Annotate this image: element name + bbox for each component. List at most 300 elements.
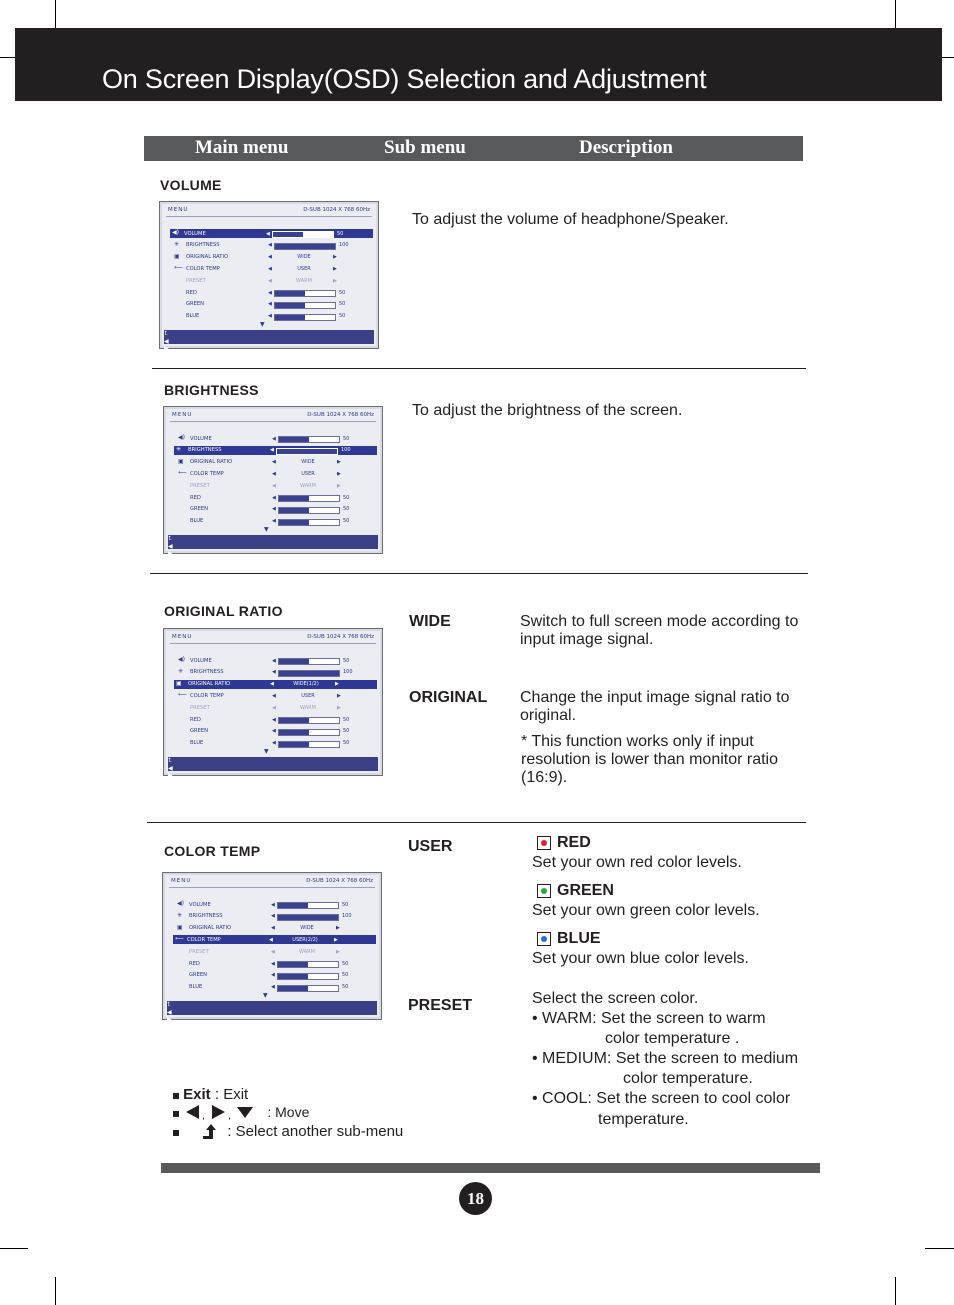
- brightness-description: To adjust the brightness of the screen.: [412, 402, 683, 419]
- osd-row: [172, 241, 372, 250]
- osd-item-icon: [174, 289, 180, 295]
- section-title-original-ratio: ORIGINAL RATIO: [164, 603, 283, 619]
- original-note: * This function works only if input resolution is lower than monitor ratio (16:9).: [521, 733, 779, 786]
- osd-item-icon: ✳: [178, 667, 184, 675]
- osd-item-label: GREEN: [190, 506, 209, 513]
- osd-level-fill: [277, 449, 337, 454]
- osd-value: 50: [343, 506, 350, 513]
- osd-row: [176, 517, 376, 526]
- osd-header-rule: [166, 216, 372, 217]
- legend-select: [173, 1122, 403, 1140]
- osd-right-arrow-icon: ▶: [337, 470, 341, 477]
- column-header-bar: [144, 136, 803, 161]
- osd-level-bar: [278, 495, 340, 502]
- legend-exit-text: : Exit: [214, 1086, 249, 1103]
- osd-left-arrow-icon: ◀: [272, 692, 276, 699]
- green-swatch-icon: [537, 884, 551, 898]
- osd-row: [175, 959, 375, 968]
- crop-mark: [55, 1277, 56, 1305]
- osd-value: 50: [342, 984, 349, 991]
- osd-value: 50: [343, 494, 350, 501]
- osd-item-icon: ✳: [176, 445, 182, 453]
- osd-value: 50: [343, 657, 350, 664]
- osd-value: 50: [342, 960, 349, 967]
- osd-item-icon: [178, 716, 184, 722]
- osd-left-arrow-icon: ◀: [268, 289, 272, 296]
- osd-item-label: RED: [190, 494, 201, 501]
- osd-item-icon: [177, 960, 183, 966]
- osd-item-icon: ▣: [174, 252, 180, 260]
- osd-level-fill: [279, 437, 309, 442]
- osd-level-fill: [279, 659, 309, 664]
- osd-level-bar: [278, 436, 340, 443]
- osd-left-icon: ◀: [168, 765, 173, 772]
- osd-left-arrow-icon: ◀: [272, 716, 276, 723]
- osd-level-bar: [277, 973, 339, 980]
- osd-resolution: D-SUB 1024 X 768 60Hz: [303, 207, 370, 213]
- osd-item-label: ORIGINAL RATIO: [189, 925, 232, 932]
- osd-right-icon: ▶: [164, 345, 169, 352]
- osd-level-fill: [278, 915, 338, 920]
- osd-level-fill: [279, 508, 309, 513]
- osd-row: [176, 505, 376, 514]
- osd-item-icon: ◀): [172, 229, 179, 236]
- osd-footer: [164, 330, 374, 366]
- osd-value: 100: [343, 669, 353, 676]
- osd-item-icon: ⟵: [174, 264, 183, 272]
- osd-menu-label: MENU: [171, 878, 192, 884]
- osd-level-bar: [277, 961, 339, 968]
- osd-item-label: BLUE: [189, 984, 203, 991]
- osd-level-bar: [278, 519, 340, 526]
- osd-level-fill: [278, 986, 308, 991]
- osd-left-arrow-icon: ◀: [272, 435, 276, 442]
- osd-right-arrow-icon: ▶: [335, 681, 339, 688]
- osd-footer: [168, 757, 378, 793]
- osd-row: [175, 947, 375, 956]
- osd-left-arrow-icon: ◀: [271, 984, 275, 991]
- osd-value: 50: [343, 716, 350, 723]
- osd-scroll-down-icon: ▼: [264, 526, 269, 533]
- crop-mark: [55, 0, 56, 28]
- section-title-color-temp: COLOR TEMP: [164, 843, 261, 859]
- osd-left-arrow-icon: ◀: [271, 913, 275, 920]
- crop-mark: [895, 1277, 896, 1305]
- osd-left-arrow-icon: ◀: [271, 901, 275, 908]
- osd-option: WIDE: [297, 254, 311, 261]
- page-number: 18: [459, 1182, 492, 1215]
- osd-item-icon: [178, 506, 184, 512]
- osd-value: 50: [343, 728, 350, 735]
- osd-row: [176, 668, 376, 677]
- osd-item-label: BLUE: [190, 740, 204, 747]
- osd-level-bar: [277, 985, 339, 992]
- osd-level-fill: [278, 974, 308, 979]
- osd-item-label: BRIGHTNESS: [186, 242, 220, 249]
- osd-level-fill: [275, 315, 305, 320]
- osd-level-bar: [278, 741, 340, 748]
- osd-level-bar: [274, 290, 336, 297]
- osd-return-icon: ⮤: [168, 757, 172, 764]
- osd-level-bar: [278, 507, 340, 514]
- osd-row: [176, 656, 376, 665]
- osd-screen-color-temp: [162, 872, 382, 1037]
- osd-left-arrow-icon: ◀: [272, 459, 276, 466]
- osd-item-label: BRIGHTNESS: [190, 669, 224, 676]
- osd-left-arrow-icon: ◀: [272, 704, 276, 711]
- red-swatch-icon: [537, 836, 551, 850]
- osd-row: [176, 691, 376, 700]
- osd-row: [175, 971, 375, 980]
- bullet-square: [173, 1130, 179, 1136]
- osd-left-arrow-icon: ◀: [268, 277, 272, 284]
- bullet-square: [173, 1111, 179, 1117]
- osd-item-label: PRESET: [189, 948, 209, 955]
- osd-option: USER: [301, 470, 315, 477]
- osd-option: WARM: [300, 704, 316, 711]
- section-divider: [152, 368, 806, 369]
- osd-left-arrow-icon: ◀: [270, 447, 274, 454]
- osd-left-arrow-icon: ◀: [272, 518, 276, 525]
- osd-exit-label: EXIT: [168, 564, 182, 571]
- osd-item-label: BLUE: [190, 518, 204, 525]
- osd-left-arrow-icon: ◀: [270, 681, 274, 688]
- osd-left-arrow-icon: ◀: [272, 657, 276, 664]
- legend-move-text: : Move: [267, 1104, 310, 1120]
- osd-row: [172, 253, 372, 262]
- osd-level-fill: [279, 730, 309, 735]
- osd-header-rule: [169, 887, 375, 888]
- bullet-square: [173, 1093, 179, 1099]
- osd-header-rule: [170, 643, 376, 644]
- wide-description: Switch to full screen mode according to input image signal.: [520, 613, 799, 648]
- osd-item-icon: ▣: [176, 679, 182, 687]
- legend-move: [173, 1104, 309, 1121]
- osd-left-arrow-icon: ◀: [268, 313, 272, 320]
- osd-resolution: D-SUB 1024 X 768 60Hz: [307, 634, 374, 640]
- osd-right-arrow-icon: ▶: [336, 948, 340, 955]
- osd-level-bar: [278, 658, 340, 665]
- col-main-menu: Main menu: [195, 137, 289, 158]
- osd-right-arrow-icon: ▶: [333, 277, 337, 284]
- osd-level-fill: [275, 303, 305, 308]
- osd-left-arrow-icon: ◀: [271, 972, 275, 979]
- osd-menu-label: MENU: [172, 634, 193, 640]
- blue-dot: [541, 936, 547, 942]
- sub-label-user: USER: [408, 838, 453, 855]
- osd-item-label: VOLUME: [190, 435, 212, 442]
- osd-item-label: GREEN: [190, 728, 209, 735]
- page-title: On Screen Display(OSD) Selection and Adjustment: [102, 64, 707, 94]
- osd-left-arrow-icon: ◀: [269, 936, 273, 943]
- osd-row: [176, 493, 376, 502]
- sub-label-preset: PRESET: [408, 997, 473, 1014]
- osd-resolution: D-SUB 1024 X 768 60Hz: [307, 412, 374, 418]
- osd-left-icon: ◀: [168, 543, 173, 550]
- osd-item-label: COLOR TEMP: [190, 692, 224, 699]
- section-divider: [147, 822, 806, 823]
- osd-exit-label: EXIT: [168, 786, 182, 793]
- osd-value: 50: [339, 301, 346, 308]
- preset-intro: Select the screen color.: [532, 990, 699, 1007]
- osd-scroll-down-icon: ▼: [260, 321, 265, 328]
- osd-item-label: ORIGINAL RATIO: [188, 681, 231, 688]
- osd-value: 50: [337, 230, 344, 237]
- osd-item-icon: [178, 494, 184, 500]
- osd-right-arrow-icon: ▶: [336, 925, 340, 932]
- osd-item-label: COLOR TEMP: [186, 265, 220, 272]
- section-title-brightness: BRIGHTNESS: [164, 382, 259, 398]
- osd-row: [176, 458, 376, 467]
- osd-row: [170, 229, 373, 238]
- osd-item-icon: [178, 728, 184, 734]
- osd-item-icon: ◀): [178, 434, 185, 441]
- user-green-text: Set your own green color levels.: [532, 902, 760, 919]
- osd-item-icon: ⟵: [175, 935, 184, 943]
- osd-item-icon: ⟵: [178, 469, 187, 477]
- osd-left-arrow-icon: ◀: [272, 669, 276, 676]
- osd-level-bar: [274, 314, 336, 321]
- osd-level-fill: [275, 291, 305, 296]
- osd-right-arrow-icon: ▶: [333, 254, 337, 261]
- user-blue-text: Set your own blue color levels.: [532, 950, 749, 967]
- osd-return-icon: ⮤: [168, 535, 172, 542]
- osd-left-arrow-icon: ◀: [271, 925, 275, 932]
- osd-option: WIDE: [301, 459, 315, 466]
- preset-warm-line1: • WARM: Set the screen to warm: [532, 1010, 766, 1027]
- osd-item-label: RED: [190, 716, 201, 723]
- osd-item-icon: [177, 972, 183, 978]
- osd-item-label: PRESET: [190, 482, 210, 489]
- osd-scroll-down-icon: ▼: [264, 748, 269, 755]
- legend-select-text: : Select another sub-menu: [227, 1123, 404, 1140]
- osd-header-rule: [170, 421, 376, 422]
- osd-level-fill: [279, 496, 309, 501]
- osd-row: [175, 983, 375, 992]
- osd-right-arrow-icon: ▶: [333, 265, 337, 272]
- osd-level-fill: [279, 742, 309, 747]
- osd-left-arrow-icon: ◀: [271, 948, 275, 955]
- osd-item-icon: ▣: [178, 457, 184, 465]
- osd-item-label: COLOR TEMP: [190, 470, 224, 477]
- volume-description: To adjust the volume of headphone/Speaker.: [412, 211, 729, 228]
- osd-row: [176, 469, 376, 478]
- osd-level-bar: [274, 302, 336, 309]
- osd-left-arrow-icon: ◀: [266, 230, 270, 237]
- osd-right-icon: ▶: [168, 772, 173, 779]
- osd-row: [176, 434, 376, 443]
- osd-item-icon: ✳: [174, 240, 180, 248]
- osd-right-arrow-icon: ▶: [337, 704, 341, 711]
- osd-value: 50: [343, 518, 350, 525]
- section-divider: [150, 573, 808, 574]
- osd-return-icon: ⮤: [164, 330, 168, 337]
- osd-level-bar: [278, 729, 340, 736]
- red-dot: [541, 840, 547, 846]
- osd-level-fill: [279, 671, 339, 676]
- osd-item-label: RED: [186, 289, 197, 296]
- osd-item-icon: ▣: [177, 923, 183, 931]
- osd-screen-original-ratio: [163, 628, 383, 793]
- osd-left-arrow-icon: ◀: [272, 740, 276, 747]
- osd-return-icon: ⮤: [167, 1001, 171, 1008]
- osd-value: 50: [339, 289, 346, 296]
- osd-option: WIDE: [300, 925, 314, 932]
- crop-mark: [942, 57, 954, 58]
- user-red-text: Set your own red color levels.: [532, 854, 742, 871]
- osd-item-icon: ◀): [177, 900, 184, 907]
- osd-resolution: D-SUB 1024 X 768 60Hz: [306, 878, 373, 884]
- user-blue-label: BLUE: [557, 930, 601, 947]
- osd-item-label: BRIGHTNESS: [189, 913, 223, 920]
- osd-level-fill: [278, 903, 308, 908]
- osd-row: [176, 715, 376, 724]
- osd-value: 50: [339, 313, 346, 320]
- osd-level-fill: [275, 244, 335, 249]
- osd-value: 50: [342, 972, 349, 979]
- osd-option: USER: [301, 692, 315, 699]
- user-green-label: GREEN: [557, 882, 614, 899]
- osd-item-icon: [178, 482, 184, 488]
- osd-row: [175, 912, 375, 921]
- osd-row: [176, 481, 376, 490]
- osd-left-arrow-icon: ◀: [272, 482, 276, 489]
- osd-left-arrow-icon: ◀: [268, 301, 272, 308]
- osd-left-arrow-icon: ◀: [268, 265, 272, 272]
- osd-screen-volume: [159, 201, 379, 366]
- preset-warm-line2: color temperature .: [605, 1030, 740, 1047]
- osd-left-arrow-icon: ◀: [272, 506, 276, 513]
- osd-left-arrow-icon: ◀: [268, 254, 272, 261]
- preset-medium-line1: • MEDIUM: Set the screen to medium: [532, 1050, 799, 1067]
- osd-item-icon: ◀): [178, 656, 185, 663]
- preset-cool-line2: temperature.: [598, 1111, 689, 1128]
- osd-item-label: VOLUME: [184, 230, 206, 237]
- svg-text:,: ,: [202, 1110, 206, 1120]
- osd-right-arrow-icon: ▶: [337, 459, 341, 466]
- crop-mark: [0, 57, 15, 58]
- osd-right-icon: ▶: [167, 1016, 172, 1023]
- osd-item-label: GREEN: [186, 301, 205, 308]
- osd-row: [176, 739, 376, 748]
- osd-item-icon: [174, 277, 180, 283]
- osd-item-icon: [177, 984, 183, 990]
- crop-mark: [925, 1248, 954, 1249]
- osd-level-bar: [276, 448, 338, 455]
- osd-value: 100: [341, 447, 351, 454]
- osd-exit-label: EXIT: [167, 1030, 181, 1037]
- osd-level-bar: [272, 231, 334, 238]
- green-dot: [541, 888, 547, 894]
- sub-label-original: ORIGINAL: [409, 689, 488, 706]
- osd-menu-label: MENU: [168, 207, 189, 213]
- svg-text:,: ,: [228, 1110, 232, 1120]
- osd-item-label: RED: [189, 960, 200, 967]
- user-red-label: RED: [557, 834, 591, 851]
- osd-screen-brightness: [163, 406, 383, 571]
- osd-item-label: COLOR TEMP: [187, 936, 221, 943]
- osd-left-icon: ◀: [167, 1009, 172, 1016]
- original-description: Change the input image signal ratio to original.: [520, 689, 790, 724]
- footer-bar: [161, 1163, 820, 1173]
- osd-down-icon: ▼: [168, 557, 173, 564]
- osd-menu-label: MENU: [172, 412, 193, 418]
- osd-level-fill: [273, 232, 303, 237]
- osd-option: WARM: [299, 948, 315, 955]
- osd-row: [172, 288, 372, 297]
- osd-item-label: ORIGINAL RATIO: [190, 459, 233, 466]
- osd-left-icon: ◀: [164, 338, 169, 345]
- osd-option: USER: [297, 265, 311, 272]
- osd-item-icon: [174, 313, 180, 319]
- osd-item-label: BLUE: [186, 313, 200, 320]
- osd-scroll-down-icon: ▼: [263, 992, 268, 999]
- osd-item-icon: ✳: [177, 911, 183, 919]
- osd-down-icon: ▼: [164, 352, 169, 359]
- osd-exit-label: EXIT: [164, 359, 178, 366]
- osd-row: [175, 900, 375, 909]
- osd-left-arrow-icon: ◀: [271, 960, 275, 967]
- return-arrow-icon: [183, 1122, 223, 1140]
- osd-right-icon: ▶: [168, 550, 173, 557]
- title-bar: [15, 28, 942, 101]
- preset-cool-line1: • COOL: Set the screen to cool color: [532, 1090, 791, 1107]
- osd-value: 100: [339, 242, 349, 249]
- osd-item-label: PRESET: [186, 277, 206, 284]
- osd-level-bar: [274, 243, 336, 250]
- osd-row: [176, 727, 376, 736]
- osd-row: [172, 264, 372, 273]
- osd-footer: [167, 1001, 377, 1037]
- osd-item-label: GREEN: [189, 972, 208, 979]
- osd-row: [173, 935, 376, 944]
- col-description: Description: [579, 137, 673, 158]
- legend-exit-bold: Exit: [183, 1086, 211, 1103]
- osd-row: [172, 300, 372, 309]
- section-title-volume: VOLUME: [160, 177, 222, 193]
- crop-mark: [895, 0, 896, 28]
- osd-option: WIDE(1/2): [293, 681, 319, 688]
- osd-level-fill: [278, 962, 308, 967]
- osd-right-arrow-icon: ▶: [337, 692, 341, 699]
- osd-left-arrow-icon: ◀: [268, 242, 272, 249]
- legend-exit: [173, 1086, 248, 1103]
- osd-left-arrow-icon: ◀: [272, 470, 276, 477]
- osd-item-icon: [178, 704, 184, 710]
- osd-level-bar: [278, 670, 340, 677]
- osd-level-bar: [277, 914, 339, 921]
- osd-item-icon: ⟵: [178, 691, 187, 699]
- osd-value: 50: [343, 435, 350, 442]
- osd-down-icon: ▼: [167, 1023, 172, 1030]
- osd-value: 50: [343, 740, 350, 747]
- osd-option: USER(2/2): [292, 936, 318, 943]
- osd-item-label: VOLUME: [189, 901, 211, 908]
- osd-level-fill: [279, 520, 309, 525]
- osd-footer: [168, 535, 378, 571]
- osd-item-label: PRESET: [190, 704, 210, 711]
- crop-mark: [0, 1248, 28, 1249]
- osd-item-icon: [174, 301, 180, 307]
- arrow-keys-icon: [183, 1104, 263, 1120]
- osd-value: 50: [342, 901, 349, 908]
- osd-left-arrow-icon: ◀: [272, 494, 276, 501]
- osd-item-icon: [178, 518, 184, 524]
- osd-option: WARM: [296, 277, 312, 284]
- preset-medium-line2: color temperature.: [623, 1070, 753, 1087]
- osd-level-bar: [277, 902, 339, 909]
- osd-option: WARM: [300, 482, 316, 489]
